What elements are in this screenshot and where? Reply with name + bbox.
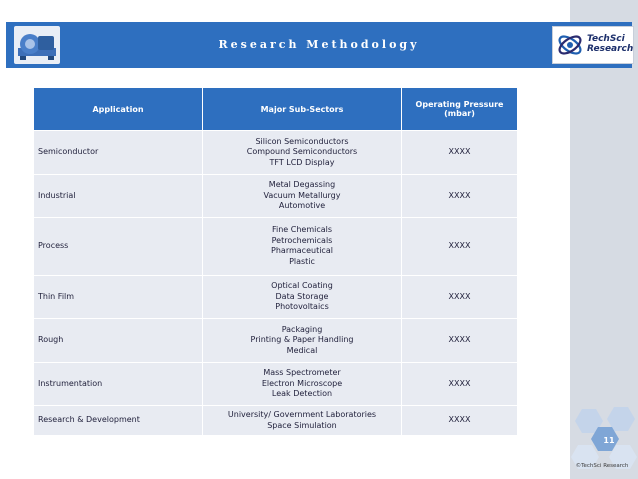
sub-sectors-cell — [203, 406, 402, 436]
sub-sector-item: Vacuum Metallurgy — [263, 190, 341, 200]
techsci-logo — [552, 26, 634, 64]
sub-sector-item: Packaging — [281, 324, 323, 334]
sub-sector-item: Silicon Semiconductors — [255, 136, 349, 146]
pressure-cell: XXXX — [402, 362, 518, 406]
page-number: 11 — [603, 436, 615, 445]
sub-sectors-cell — [203, 319, 402, 363]
sub-sector-item: Petrochemicals — [271, 235, 333, 245]
pressure-cell: XXXX — [402, 275, 518, 319]
sub-sectors-cell — [203, 362, 402, 406]
column-header: Application — [34, 88, 203, 131]
sub-sector-item: Fine Chemicals — [271, 225, 333, 235]
sub-sectors-cell — [203, 275, 402, 319]
sub-sector-item: Metal Degassing — [268, 180, 336, 190]
table-row — [34, 131, 518, 175]
sub-sector-item: Plastic — [289, 256, 315, 266]
logo-text-line: TechSci — [587, 34, 625, 44]
application-cell: Semiconductor — [34, 131, 203, 175]
sub-sector-item: Photovoltaics — [275, 302, 329, 312]
pressure-cell: XXXX — [402, 174, 518, 218]
pressure-cell: XXXX — [402, 218, 518, 276]
sub-sector-item: Printing & Paper Handling — [250, 335, 354, 345]
application-cell: Industrial — [34, 174, 203, 218]
sub-sectors-cell — [203, 174, 402, 218]
application-cell: Thin Film — [34, 275, 203, 319]
page-title: Research Methodology — [218, 38, 420, 51]
table-header-row — [34, 88, 518, 131]
table-row — [34, 319, 518, 363]
sub-sector-item: Pharmaceutical — [271, 246, 333, 256]
sub-sector-item: TFT LCD Display — [269, 157, 335, 167]
methodology-table — [33, 87, 518, 436]
table-row — [34, 218, 518, 276]
application-cell: Rough — [34, 319, 203, 363]
sub-sectors-cell — [203, 218, 402, 276]
sub-sector-item: Optical Coating — [271, 281, 333, 291]
column-header: Operating Pressure (mbar) — [402, 88, 518, 131]
table-row — [34, 406, 518, 436]
pressure-cell: XXXX — [402, 319, 518, 363]
table-row — [34, 275, 518, 319]
sub-sector-item: University/ Government Laboratories — [227, 410, 377, 420]
application-cell: Research & Development — [34, 406, 203, 436]
sub-sector-item: Data Storage — [275, 291, 329, 301]
column-header: Major Sub-Sectors — [203, 88, 402, 131]
sub-sector-item: Automotive — [278, 201, 326, 211]
techsci-logo-icon — [555, 30, 585, 60]
pressure-cell: XXXX — [402, 131, 518, 175]
sub-sector-item: Medical — [286, 345, 318, 355]
logo-text-line: Research — [587, 44, 634, 54]
sub-sector-item: Compound Semiconductors — [246, 147, 358, 157]
sub-sector-item: Mass Spectrometer — [263, 368, 341, 378]
table-row — [34, 362, 518, 406]
application-cell: Process — [34, 218, 203, 276]
pressure-cell: XXXX — [402, 406, 518, 436]
application-cell: Instrumentation — [34, 362, 203, 406]
table-row — [34, 174, 518, 218]
sub-sector-item: Electron Microscope — [261, 378, 343, 388]
sub-sector-item: Leak Detection — [271, 389, 333, 399]
sub-sectors-cell — [203, 131, 402, 175]
sub-sector-item: Space Simulation — [267, 420, 337, 430]
copyright-text: ©TechSci Research — [575, 463, 629, 469]
